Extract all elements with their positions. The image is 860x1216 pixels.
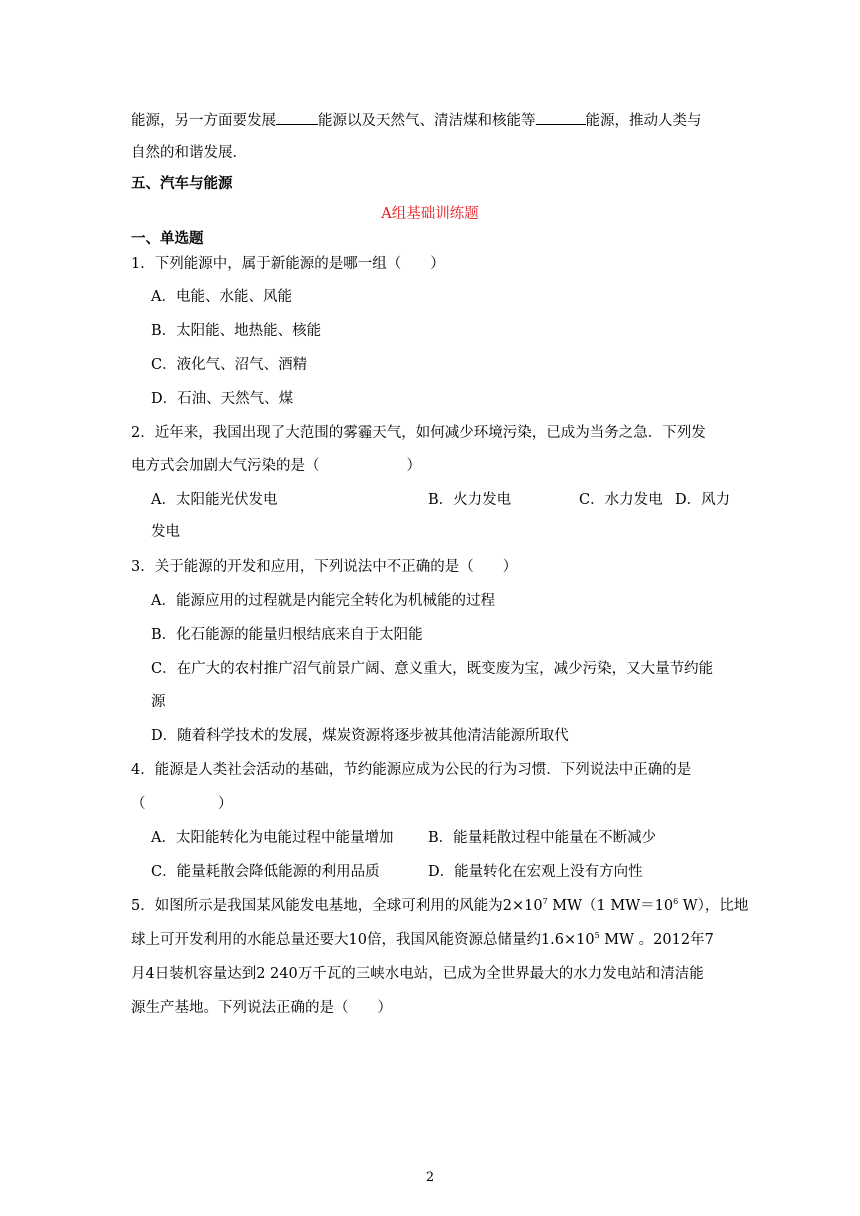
question-1-option-b: B．太阳能、地热能、核能 (151, 323, 322, 339)
question-3-option-b: B．化石能源的能量归根结底来自于太阳能 (151, 627, 423, 643)
intro-line-2: 自然的和谐发展． (131, 145, 247, 161)
question-5-line-3: 月4日装机容量达到2 240万千瓦的三峡水电站，已成为全世界最大的水力发电站和清洁能 (131, 966, 704, 982)
intro-line-1 (131, 110, 702, 131)
question-4-option-c: C．能量耗散会降低能源的利用品质 (151, 864, 380, 880)
question-4-option-d: D．能量转化在宏观上没有方向性 (428, 864, 643, 880)
question-4-option-b: B．能量耗散过程中能量在不断减少 (428, 830, 657, 846)
q5-exponent-2: 6 (673, 897, 679, 907)
q5-exponent-1: 7 (542, 897, 548, 907)
question-2-stem-1: 2．近年来，我国出现了大范围的雾霾天气，如何减少环境污染，已成为当务之急．下列发 (131, 425, 706, 441)
question-2-option-d: D．风力 (675, 492, 731, 508)
fill-blank-2 (536, 110, 586, 125)
question-5-line-4: 源生产基地。下列说法正确的是（ ） (131, 1000, 392, 1016)
question-4-stem-2: （ ） (131, 796, 233, 812)
question-2-option-b: B．火力发电 (428, 492, 512, 508)
question-4-stem-1: 4．能源是人类社会活动的基础，节约能源应成为公民的行为习惯．下列说法中正确的是 (131, 762, 692, 778)
q5-text-2a: 球上可开发利用的水能总量还要大10倍，我国风能资源总储量约1.6×10 (131, 932, 595, 948)
q5-text-2b: MW 。2012年7 (599, 932, 714, 948)
group-title: A组基础训练题 (381, 206, 479, 222)
question-2-option-d-cont: 发电 (151, 524, 180, 540)
question-1-stem: 1．下列能源中，属于新能源的是哪一组（ ） (131, 256, 445, 272)
q5-text-1c: W），比地 (678, 898, 749, 914)
page-number: 2 (425, 1170, 435, 1185)
question-3-stem: 3．关于能源的开发和应用，下列说法中不正确的是（ ） (131, 559, 518, 575)
question-5-line-1 (131, 896, 748, 916)
question-5-line-2 (131, 930, 714, 950)
q5-text-1b: MW（1 MW＝10 (547, 898, 674, 914)
question-1-option-a: A．电能、水能、风能 (151, 289, 292, 305)
q5-text-1a: 5．如图所示是我国某风能发电基地，全球可利用的风能为2×10 (131, 898, 543, 914)
question-2-stem-2: 电方式会加剧大气污染的是（ ） (131, 458, 421, 474)
question-2-option-c: C．水力发电 (579, 492, 663, 508)
question-4-option-a: A．太阳能转化为电能过程中能量增加 (151, 830, 394, 846)
fill-blank-1 (276, 110, 318, 125)
question-1-option-c: C．液化气、沼气、酒精 (151, 357, 308, 373)
intro-text-3: 能源，推动人类与 (585, 113, 702, 129)
section-heading-5: 五、汽车与能源 (131, 176, 233, 192)
question-1-option-d: D．石油、天然气、煤 (151, 391, 294, 407)
question-3-option-a: A．能源应用的过程就是内能完全转化为机械能的过程 (151, 593, 495, 609)
question-3-option-c: C．在广大的农村推广沼气前景广阔、意义重大，既变废为宝，减少污染，又大量节约能 (151, 661, 714, 677)
question-2-option-a: A．太阳能光伏发电 (151, 492, 278, 508)
intro-text-2: 能源以及天然气、清洁煤和核能等 (318, 113, 536, 129)
intro-text-1: 能源，另一方面要发展 (131, 113, 276, 129)
question-3-option-d: D．随着科学技术的发展，煤炭资源将逐步被其他清洁能源所取代 (151, 728, 569, 744)
section-heading-1: 一、单选题 (131, 231, 204, 247)
question-3-option-c-cont: 源 (151, 694, 166, 710)
q5-exponent-3: 5 (594, 931, 600, 941)
